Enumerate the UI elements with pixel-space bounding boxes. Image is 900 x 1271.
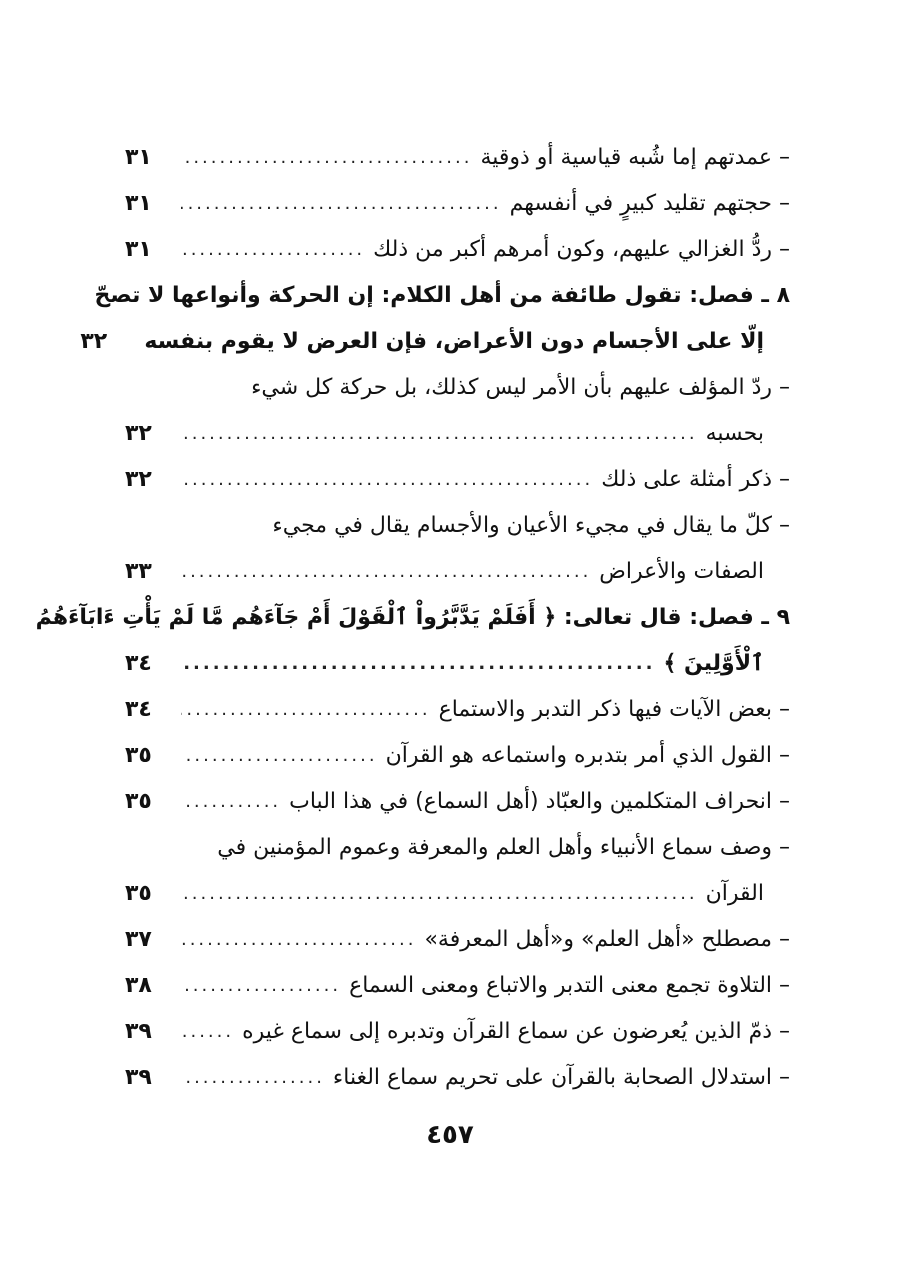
entry-page: ٣٩	[125, 1019, 152, 1044]
toc-entry	[125, 227, 790, 273]
entry-page: ٣١	[125, 191, 152, 216]
entry-page: ٣٥	[125, 743, 152, 768]
entry-page: ٣٢	[125, 467, 152, 492]
entry-page: ٣٢	[125, 421, 152, 446]
toc-entry	[125, 135, 790, 181]
entry-text: القرآن	[705, 881, 764, 906]
leader-dots	[181, 1009, 234, 1055]
toc-entry	[125, 687, 790, 733]
toc-entry	[125, 181, 790, 227]
entry-text: – بعض الآيات فيها ذكر التدبر والاستماع	[438, 697, 790, 722]
entry-text: – وصف سماع الأنبياء وأهل العلم والمعرفة وعموم المؤمنين في	[217, 835, 790, 860]
toc-entry	[125, 779, 790, 825]
toc-entry	[125, 1009, 790, 1055]
toc-entry-continuation	[125, 871, 790, 917]
entry-page: ٣١	[125, 145, 152, 170]
entry-text: ٩ ـ فصل: قال تعالى: ﴿ أَفَلَمْ يَدَّبَّرُواْ ٱلْقَوْلَ أَمْ جَآءَهُم مَّا لَمْ يَأْتِ ءَابَآءَهُمُ	[35, 605, 790, 630]
leader-dots	[181, 871, 698, 917]
entry-text: – حجتهم تقليد كبيرٍ في أنفسهم	[509, 191, 790, 216]
entry-text: – التلاوة تجمع معنى التدبر والاتباع ومعنى السماع	[349, 973, 790, 998]
leader-dots	[181, 1055, 325, 1101]
toc-entry	[125, 825, 790, 871]
leader-dots	[181, 411, 698, 457]
entry-text: – عمدتهم إما شُبه قياسية أو ذوقية	[480, 145, 790, 170]
entry-text: الصفات والأعراض	[599, 559, 764, 584]
leader-dots	[181, 181, 502, 227]
leader-dots	[181, 733, 378, 779]
leader-dots	[181, 963, 341, 1009]
entry-text: – كلّ ما يقال في مجيء الأعيان والأجسام يقال في مجيء	[272, 513, 790, 538]
leader-dots	[181, 227, 365, 273]
toc-section-heading	[94, 273, 790, 319]
leader-dots	[181, 641, 655, 687]
entry-page: ٣١	[125, 237, 152, 262]
entry-text: بحسبه	[705, 421, 764, 446]
entry-text: – ردُّ الغزالي عليهم، وكون أمرهم أكبر من ذلك	[373, 237, 790, 262]
toc-section-heading	[35, 595, 790, 641]
toc-entry	[125, 733, 790, 779]
entry-text: – القول الذي أمر بتدبره واستماعه هو القرآن	[385, 743, 790, 768]
toc-entry	[125, 365, 790, 411]
leader-dots	[181, 549, 591, 595]
entry-page: ٣٣	[125, 559, 152, 584]
entry-text: – استدلال الصحابة بالقرآن على تحريم سماع الغناء	[332, 1065, 790, 1090]
entry-text: ٨ ـ فصل: تقول طائفة من أهل الكلام: إن الحركة وأنواعها لا تصحّ	[94, 283, 790, 308]
entry-page: ٣٥	[125, 881, 152, 906]
leader-dots	[181, 457, 593, 503]
entry-page: ٣٥	[125, 789, 152, 814]
table-of-contents	[35, 135, 790, 1101]
toc-entry	[125, 503, 790, 549]
entry-page: ٣٨	[125, 973, 152, 998]
toc-entry	[125, 457, 790, 503]
toc-entry-continuation	[125, 411, 790, 457]
toc-entry	[125, 1055, 790, 1101]
entry-text: – مصطلح «أهل العلم» و«أهل المعرفة»	[424, 927, 790, 952]
entry-page: ٣٧	[125, 927, 152, 952]
entry-page: ٣٤	[125, 697, 152, 722]
page-number: ٤٥٧	[426, 1120, 474, 1150]
entry-text: – ذمّ الذين يُعرضون عن سماع القرآن وتدبره إلى سماع غيره	[242, 1019, 790, 1044]
toc-entry	[125, 917, 790, 963]
entry-text: – انحراف المتكلمين والعبّاد (أهل السماع) في هذا الباب	[289, 789, 790, 814]
toc-entry	[125, 963, 790, 1009]
entry-page: ٣٤	[125, 651, 152, 676]
leader-dots	[181, 779, 281, 825]
entry-page: ٣٢	[80, 329, 108, 354]
entry-text: – ردّ المؤلف عليهم بأن الأمر ليس كذلك، بل حركة كل شيء	[251, 375, 790, 400]
leader-dots	[181, 917, 416, 963]
toc-section-heading-continuation	[80, 319, 790, 365]
entry-page: ٣٩	[125, 1065, 152, 1090]
leader-dots	[181, 687, 431, 733]
toc-section-heading-continuation	[125, 641, 790, 687]
entry-text: – ذكر أمثلة على ذلك	[601, 467, 790, 492]
toc-entry-continuation	[125, 549, 790, 595]
leader-dots	[181, 135, 472, 181]
entry-text: إلّا على الأجسام دون الأعراض، فإن العرض لا يقوم بنفسه	[144, 329, 764, 354]
entry-text: ٱلْأَوَّلِينَ ﴾	[663, 651, 764, 676]
